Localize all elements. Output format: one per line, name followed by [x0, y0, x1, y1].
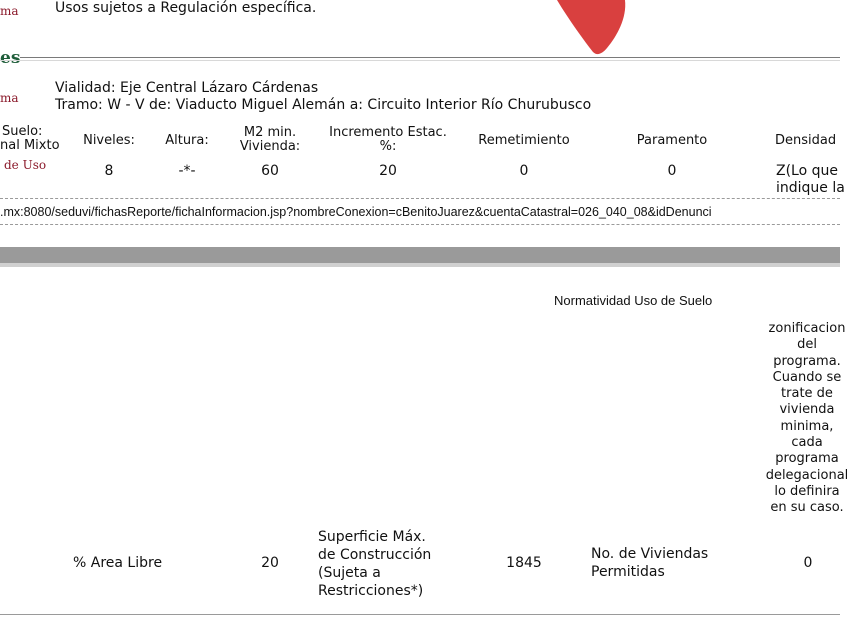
superficie-label: Superficie Máx. de Construcción (Sujeta a Restricciones*) — [318, 529, 432, 599]
header-m2-vivienda: M2 min. Vivienda: — [239, 125, 301, 154]
value-niveles: 8 — [104, 163, 114, 179]
header-altura: Altura: — [165, 133, 209, 148]
value-remetimiento: 0 — [519, 163, 529, 179]
zonificacion-note: zonificacion del programa. Cuando se trate de vivienda minima, cada programa delegacional lo definira en su caso. — [765, 321, 849, 516]
url-bottom-border — [0, 224, 840, 225]
header-suelo: Suelo: nal Mixto — [0, 124, 60, 153]
section-inner-border — [0, 60, 840, 61]
value-m2: 60 — [261, 163, 279, 179]
row-label-programa-2: ma — [0, 91, 19, 105]
vialidad-text: Vialidad: Eje Central Lázaro Cárdenas — [55, 80, 319, 96]
usos-regulacion-text: Usos sujetos a Regulación específica. — [55, 0, 317, 16]
value-altura: -*- — [178, 163, 196, 179]
section-legend: es — [0, 48, 21, 68]
page-separator-shadow — [0, 263, 840, 267]
superficie-value: 1845 — [506, 555, 542, 571]
header-paramento: Paramento — [636, 133, 708, 148]
value-paramento: 0 — [667, 163, 677, 179]
header-niveles: Niveles: — [83, 133, 135, 148]
tramo-text: Tramo: W - V de: Viaducto Miguel Alemán a: Circuito Interior Río Churubusco — [55, 97, 592, 113]
viviendas-value: 0 — [803, 555, 813, 571]
page-url-text: .mx:8080/seduvi/fichasReporte/fichaInformacion.jsp?nombreConexion=cBenitoJuarez&cuentaCatastral=026_040_08&idDenunci — [0, 205, 712, 219]
value-densidad: Z(Lo que indique la — [776, 163, 845, 196]
section-top-border — [20, 57, 840, 58]
normatividad-heading: Normatividad Uso de Suelo — [554, 293, 713, 308]
header-incremento: Incremento Estac. %: — [329, 125, 447, 154]
area-libre-label: % Area Libre — [73, 555, 163, 571]
row-label-programa: ma — [0, 4, 19, 18]
value-incremento: 20 — [379, 163, 397, 179]
header-densidad: Densidad — [775, 133, 837, 148]
viviendas-label: No. de Viviendas Permitidas — [591, 546, 709, 580]
bottom-border — [0, 614, 840, 615]
url-top-border — [0, 198, 840, 199]
page-separator-band — [0, 247, 840, 263]
map-marker-icon — [555, 0, 635, 56]
area-libre-value: 20 — [261, 555, 279, 571]
header-uso-link[interactable]: de Uso — [4, 158, 47, 172]
header-remetimiento: Remetimiento — [478, 133, 570, 148]
